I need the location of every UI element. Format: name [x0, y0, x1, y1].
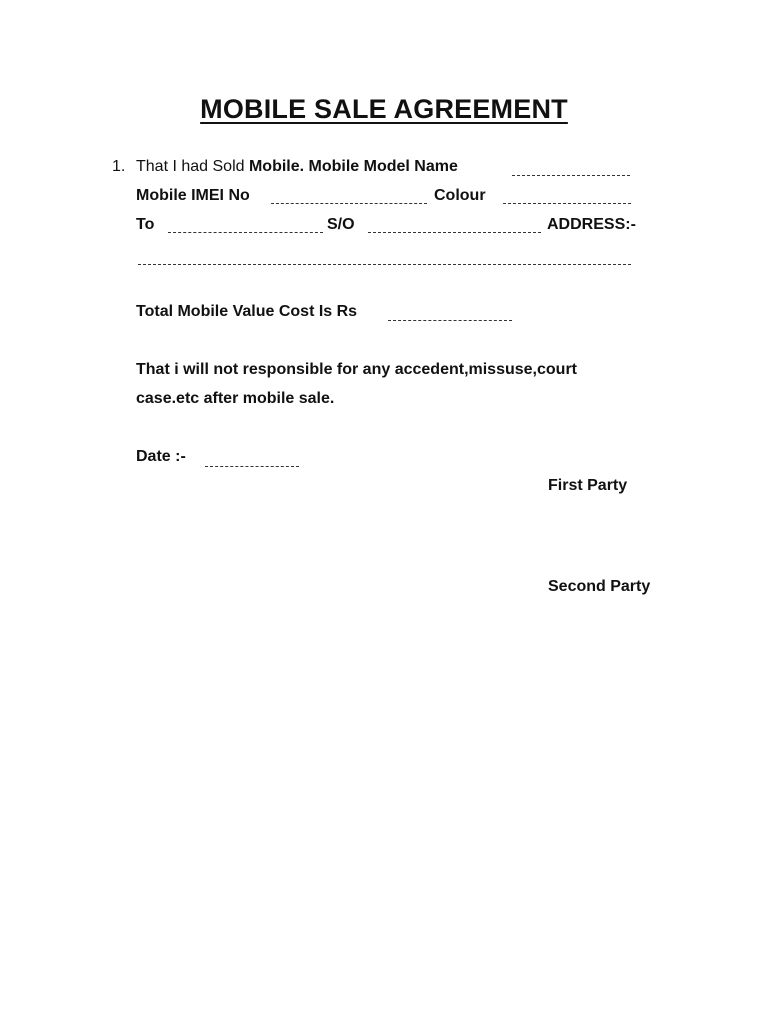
colour-label: Colour	[434, 187, 486, 204]
address-blank[interactable]	[138, 264, 631, 265]
clause-intro: That I had Sold	[136, 158, 245, 175]
disclaimer-line-1: That i will not responsible for any accedent,missuse,court	[136, 361, 577, 378]
total-cost-blank[interactable]	[388, 320, 512, 321]
document-title-text: MOBILE SALE AGREEMENT	[200, 94, 568, 124]
imei-blank[interactable]	[271, 203, 427, 204]
clause-text	[136, 157, 458, 177]
clause-number: 1.	[112, 158, 126, 175]
date-blank[interactable]	[205, 466, 299, 467]
model-name-blank[interactable]	[512, 175, 630, 176]
imei-label: Mobile IMEI No	[136, 187, 250, 204]
disclaimer-line-2: case.etc after mobile sale.	[136, 390, 335, 407]
date-label: Date :-	[136, 448, 186, 465]
total-cost-label: Total Mobile Value Cost Is Rs	[136, 303, 358, 320]
document-title	[0, 94, 768, 125]
address-label: ADDRESS:-	[547, 216, 636, 233]
so-blank[interactable]	[368, 232, 541, 233]
to-label: To	[136, 216, 155, 233]
so-label: S/O	[327, 216, 355, 233]
colour-blank[interactable]	[503, 203, 631, 204]
first-party-label: First Party	[548, 477, 628, 494]
clause-line-1	[112, 157, 125, 177]
second-party-label: Second Party	[548, 578, 651, 595]
to-blank[interactable]	[168, 232, 323, 233]
mobile-model-label: Mobile. Mobile Model Name	[248, 158, 458, 175]
